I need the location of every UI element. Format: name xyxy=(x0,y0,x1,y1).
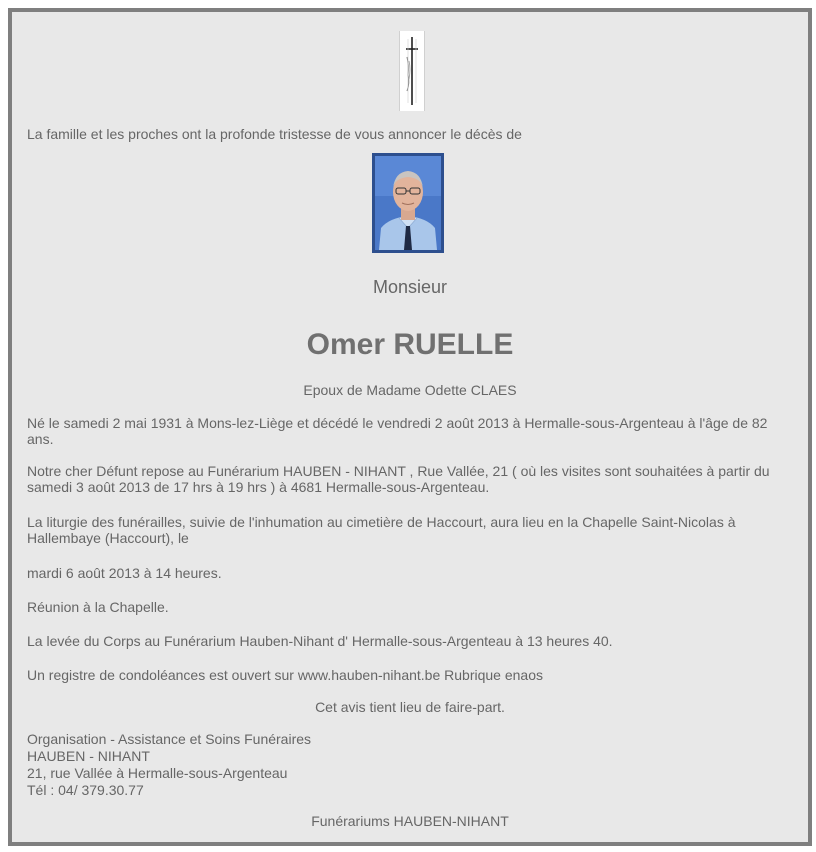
obituary-card xyxy=(8,8,812,846)
register-text: Un registre de condoléances est ouvert sur www.hauben-nihant.be Rubrique enaos xyxy=(27,667,543,683)
rest-paragraph: Notre cher Défunt repose au Funérarium HAUBEN - NIHANT , Rue Vallée, 21 ( où les visites sont souhaitées à partir du samedi 3 août 2013 de 17 hrs à 19 hrs ) à 4681 Hermalle-sous-Argenteau. xyxy=(27,463,770,495)
organisation-line-2: HAUBEN - NIHANT xyxy=(27,748,150,764)
intro-text: La famille et les proches ont la profonde tristesse de vous annoncer le décès de xyxy=(27,126,522,142)
deceased-name: Omer RUELLE xyxy=(306,328,514,361)
organisation-line-1: Organisation - Assistance et Soins Funéraires xyxy=(27,731,312,747)
cross-icon xyxy=(399,31,425,111)
liturgy-paragraph: La liturgie des funérailles, suivie de l'inhumation au cimetière de Haccourt, aura lieu en la Chapelle Saint-Nicolas à Hallembaye (Haccourt), le xyxy=(27,514,736,546)
levee-text: La levée du Corps au Funérarium Hauben-Nihant d' Hermalle-sous-Argenteau à 13 heures 40. xyxy=(27,633,613,649)
footer-text: Funérariums HAUBEN-NIHANT xyxy=(311,813,509,829)
organisation-address: 21, rue Vallée à Hermalle-sous-Argenteau xyxy=(27,765,288,781)
birth-death-paragraph: Né le samedi 2 mai 1931 à Mons-lez-Liège et décédé le vendredi 2 août 2013 à Hermalle-sous-Argenteau à l'âge de 82 ans. xyxy=(27,415,768,447)
spouse-line: Epoux de Madame Odette CLAES xyxy=(303,382,517,398)
meeting-text: Réunion à la Chapelle. xyxy=(27,599,169,615)
organisation-phone: Tél : 04/ 379.30.77 xyxy=(27,782,144,798)
portrait-photo xyxy=(372,153,444,253)
notice-text: Cet avis tient lieu de faire-part. xyxy=(315,699,505,715)
civility: Monsieur xyxy=(372,277,448,297)
liturgy-date: mardi 6 août 2013 à 14 heures. xyxy=(27,565,222,581)
